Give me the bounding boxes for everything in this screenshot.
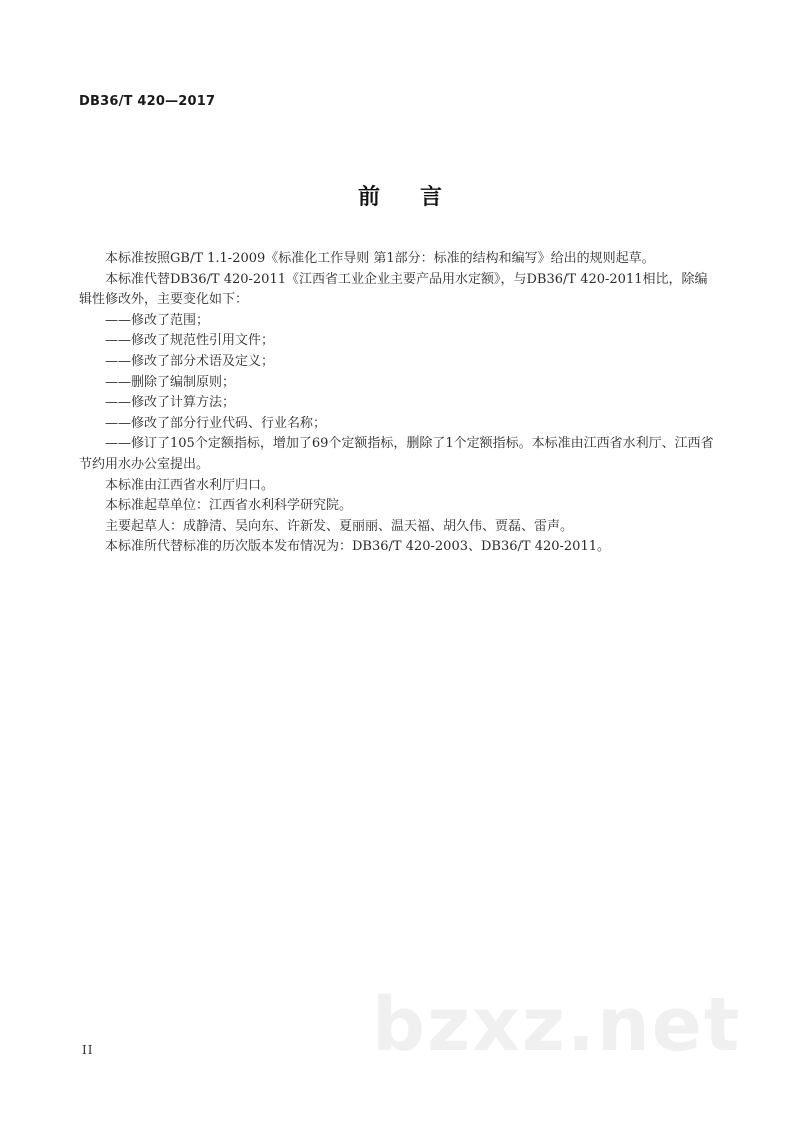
standard-code: DB36/T 420—2017 — [79, 94, 216, 109]
foreword-body — [79, 249, 720, 558]
change-item: ——修改了部分行业代码、行业名称； — [105, 415, 327, 431]
page-number: II — [82, 1043, 94, 1057]
paragraph-previous-editions: 本标准所代替标准的历次版本发布情况为：DB36/T 420-2003、DB36/T 420-2011。 — [105, 539, 610, 555]
title-char-2: 言 — [420, 185, 443, 210]
change-item: ——修订了105个定额指标，增加了69个定额指标，删除了1个定额指标。本标准由江西省水利厅、江西省节约用水办公室提出。 — [79, 436, 714, 472]
paragraph-drafting-rules: 本标准按照GB/T 1.1-2009《标准化工作导则 第1部分：标准的结构和编写》给出的规则起草。 — [105, 251, 655, 266]
change-item: ——删除了编制原则； — [105, 374, 236, 390]
page-title — [0, 180, 800, 211]
paragraph-replaces: 本标准代替DB36/T 420-2011《江西省工业企业主要产品用水定额》，与DB36/T 420-2011相比，除编辑性修改外，主要变化如下： — [79, 271, 708, 308]
watermark: bzxz.net — [372, 982, 742, 1068]
change-item: ——修改了规范性引用文件； — [105, 333, 275, 349]
paragraph-drafting-unit: 本标准起草单位：江西省水利科学研究院。 — [105, 498, 353, 514]
change-item: ——修改了部分术语及定义； — [105, 353, 275, 369]
change-item: ——修改了计算方法； — [105, 395, 236, 411]
change-item: ——修改了范围； — [105, 312, 210, 328]
paragraph-administered-by: 本标准由江西省水利厅归口。 — [105, 477, 275, 493]
title-char-1: 前 — [357, 185, 380, 210]
paragraph-drafters: 主要起草人：成静清、吴向东、许新发、夏丽丽、温天福、胡久伟、贾磊、雷声。 — [105, 518, 574, 534]
